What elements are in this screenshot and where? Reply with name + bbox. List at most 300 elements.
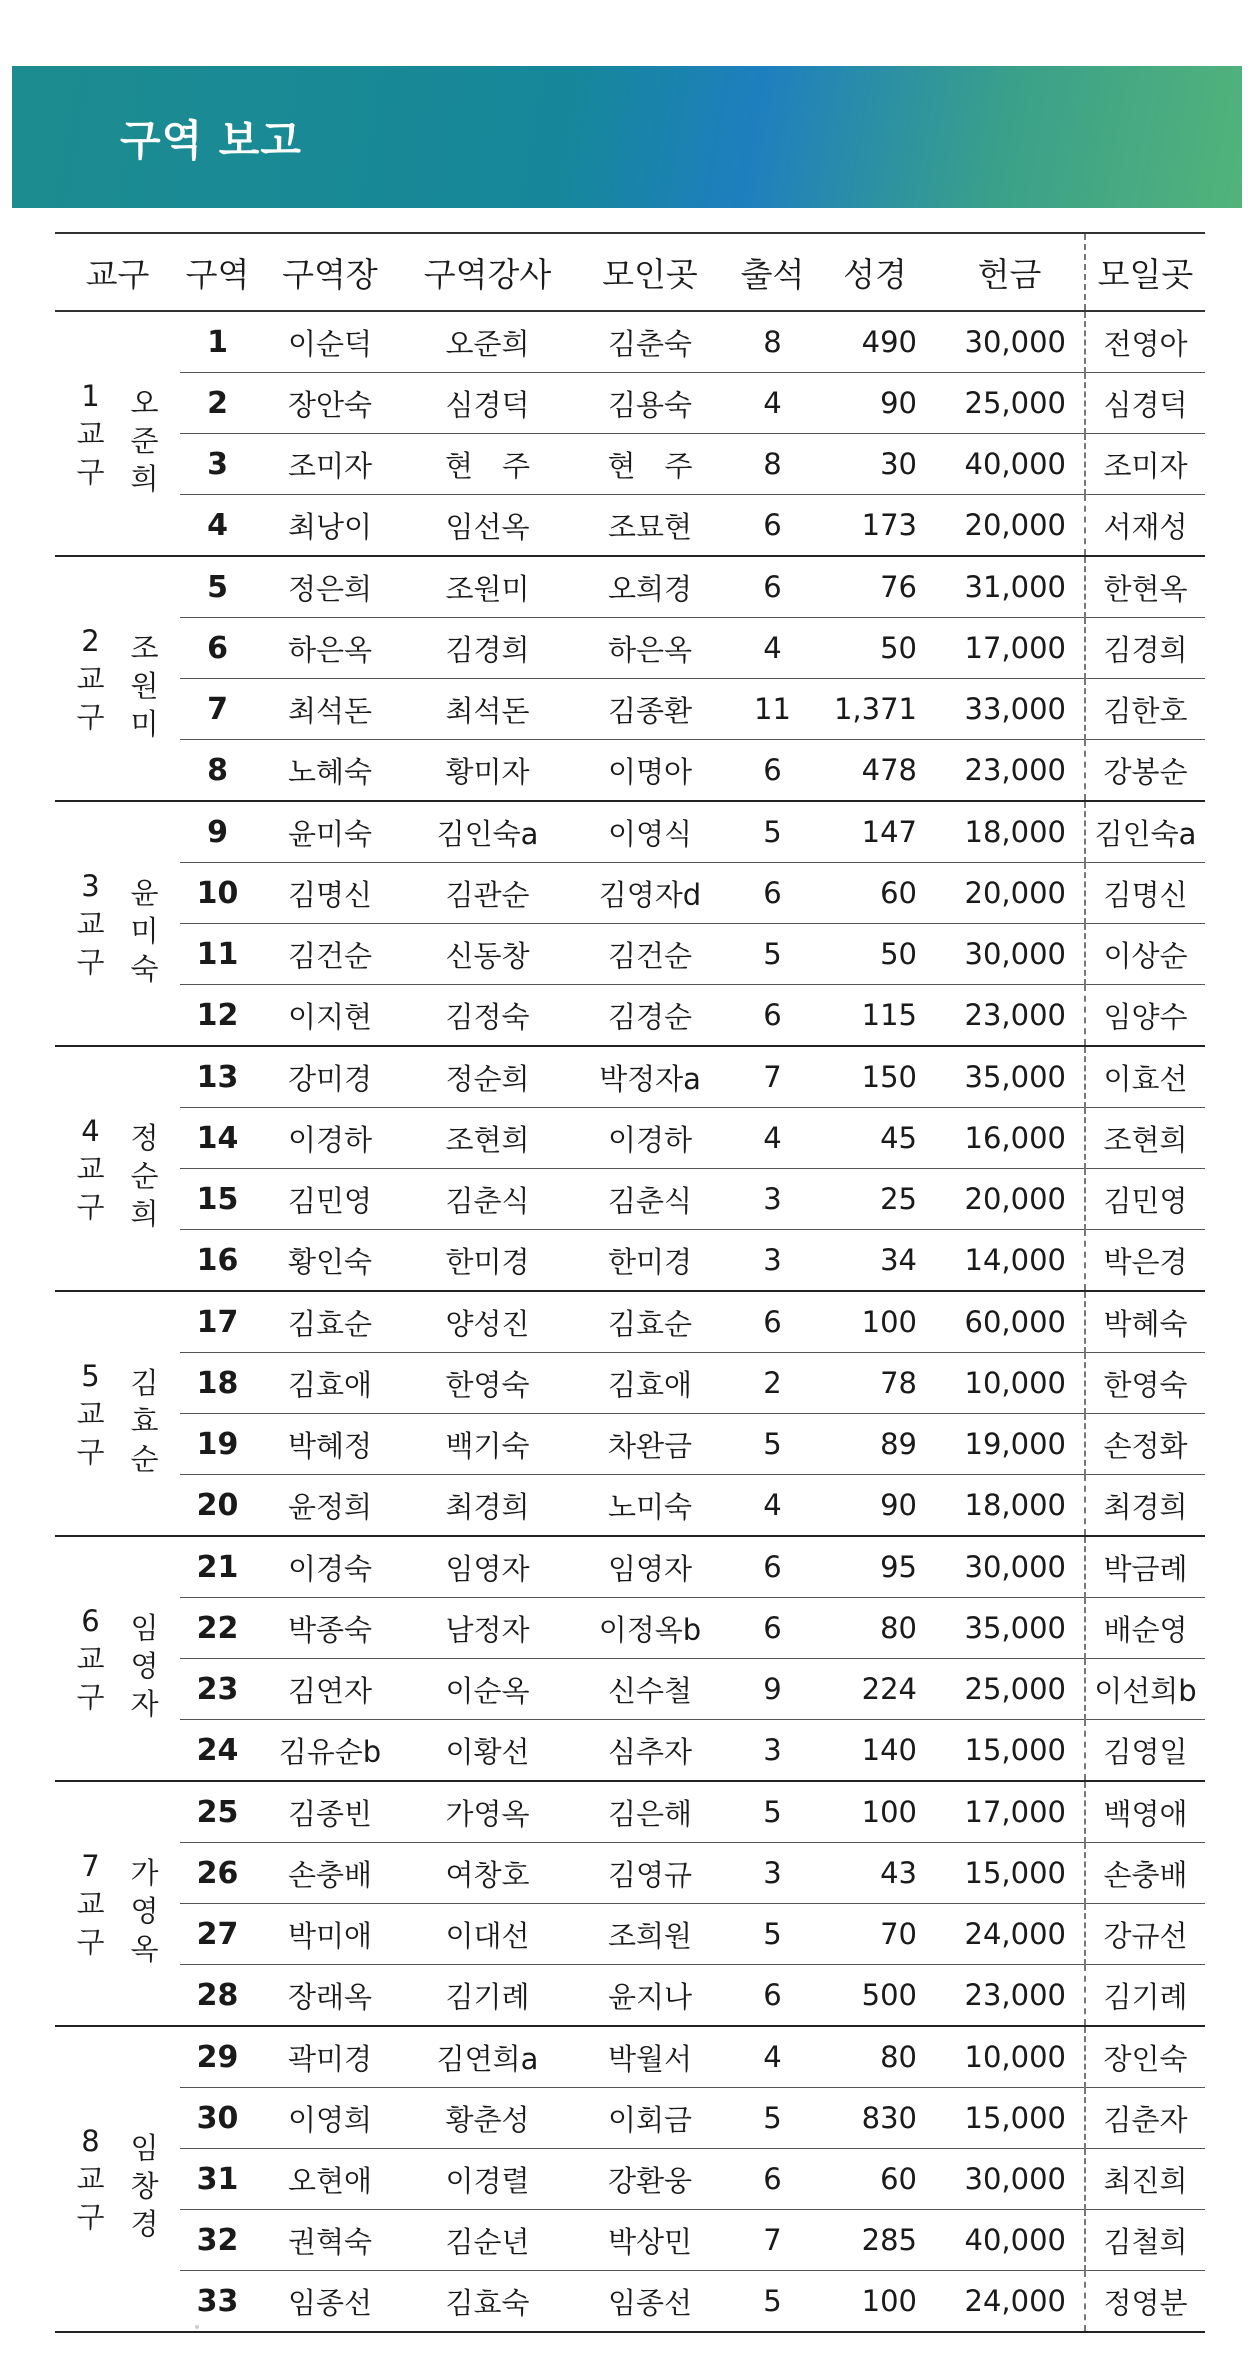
parish-unit-char: 구 — [76, 699, 105, 734]
district-leader: 손충배 — [255, 1843, 405, 1904]
table-row — [55, 1414, 1205, 1475]
header-row — [55, 233, 1205, 311]
meeting-place: 오희경 — [570, 556, 730, 618]
attendance: 7 — [730, 2210, 815, 2271]
district-teacher: 한미경 — [405, 1230, 570, 1292]
parish-number-digit: 1 — [81, 378, 100, 413]
bible-count: 45 — [815, 1108, 935, 1169]
offering: 18,000 — [935, 801, 1085, 863]
attendance: 5 — [730, 1781, 815, 1843]
meeting-place: 심추자 — [570, 1720, 730, 1782]
parish-cell — [55, 1046, 180, 1291]
header-next-meeting-place: 모일곳 — [1085, 233, 1205, 311]
meeting-place: 김춘식 — [570, 1169, 730, 1230]
district-leader: 임종선 — [255, 2271, 405, 2333]
parish-cell — [55, 1291, 180, 1536]
offering: 14,000 — [935, 1230, 1085, 1292]
parish-unit-char: 교 — [76, 1151, 105, 1186]
parish-leader-char: 임 — [130, 1610, 159, 1645]
attendance: 5 — [730, 2088, 815, 2149]
next-meeting-place: 이상순 — [1085, 924, 1205, 985]
district-number: 22 — [180, 1598, 255, 1659]
district-leader: 김건순 — [255, 924, 405, 985]
offering: 24,000 — [935, 2271, 1085, 2333]
district-leader: 이영희 — [255, 2088, 405, 2149]
district-teacher: 심경덕 — [405, 373, 570, 434]
next-meeting-place: 손충배 — [1085, 1843, 1205, 1904]
attendance: 3 — [730, 1169, 815, 1230]
meeting-place: 현 주 — [570, 434, 730, 495]
bible-count: 30 — [815, 434, 935, 495]
district-teacher: 이순옥 — [405, 1659, 570, 1720]
bible-count: 90 — [815, 373, 935, 434]
district-number: 33 — [180, 2271, 255, 2333]
table-row — [55, 1108, 1205, 1169]
parish-unit-char: 교 — [76, 416, 105, 451]
district-leader: 하은옥 — [255, 618, 405, 679]
parish-number-digit: 8 — [81, 2124, 100, 2158]
district-teacher: 가영옥 — [405, 1781, 570, 1843]
meeting-place: 김춘숙 — [570, 311, 730, 373]
district-number: 17 — [180, 1291, 255, 1353]
offering: 30,000 — [935, 311, 1085, 373]
district-teacher: 김효숙 — [405, 2271, 570, 2333]
next-meeting-place: 서재성 — [1085, 495, 1205, 557]
bible-count: 478 — [815, 740, 935, 802]
bible-count: 100 — [815, 2271, 935, 2333]
parish-leader-char: 자 — [130, 1686, 159, 1721]
table-row — [55, 1230, 1205, 1292]
district-teacher: 이황선 — [405, 1720, 570, 1782]
district-teacher: 임선옥 — [405, 495, 570, 557]
district-teacher: 김기례 — [405, 1965, 570, 2027]
attendance: 7 — [730, 1046, 815, 1108]
next-meeting-place: 박금례 — [1085, 1536, 1205, 1598]
district-leader: 권혁숙 — [255, 2210, 405, 2271]
meeting-place: 박정자a — [570, 1046, 730, 1108]
meeting-place: 김은해 — [570, 1781, 730, 1843]
title-banner — [12, 66, 1242, 208]
district-teacher: 이대선 — [405, 1904, 570, 1965]
bible-count: 25 — [815, 1169, 935, 1230]
bible-count: 50 — [815, 924, 935, 985]
header-parish: 교구 — [55, 233, 180, 311]
attendance: 5 — [730, 801, 815, 863]
header-offering: 헌금 — [935, 233, 1085, 311]
table-row — [55, 434, 1205, 495]
next-meeting-place: 김춘자 — [1085, 2088, 1205, 2149]
bible-count: 500 — [815, 1965, 935, 2027]
district-number: 32 — [180, 2210, 255, 2271]
bible-count: 100 — [815, 1291, 935, 1353]
district-teacher: 김순년 — [405, 2210, 570, 2271]
district-number: 27 — [180, 1904, 255, 1965]
parish-unit-char: 교 — [76, 661, 105, 696]
district-leader: 윤미숙 — [255, 801, 405, 863]
parish-leader-char: 준 — [130, 423, 159, 458]
parish-leader-char: 희 — [130, 1196, 159, 1231]
offering: 31,000 — [935, 556, 1085, 618]
meeting-place: 조희원 — [570, 1904, 730, 1965]
bible-count: 147 — [815, 801, 935, 863]
meeting-place: 김효애 — [570, 1353, 730, 1414]
district-leader: 최낭이 — [255, 495, 405, 557]
table-row — [55, 985, 1205, 1047]
district-leader: 조미자 — [255, 434, 405, 495]
attendance: 3 — [730, 1843, 815, 1904]
parish-number-digit: 7 — [81, 1848, 100, 1883]
district-teacher: 조현희 — [405, 1108, 570, 1169]
bible-count: 60 — [815, 2149, 935, 2210]
bible-count: 60 — [815, 863, 935, 924]
meeting-place: 임영자 — [570, 1536, 730, 1598]
table-row — [55, 495, 1205, 557]
district-leader: 정은희 — [255, 556, 405, 618]
district-teacher: 오준희 — [405, 311, 570, 373]
table-row — [55, 556, 1205, 618]
table-row — [55, 679, 1205, 740]
offering: 35,000 — [935, 1046, 1085, 1108]
meeting-place: 김효순 — [570, 1291, 730, 1353]
bible-count: 173 — [815, 495, 935, 557]
offering: 30,000 — [935, 1536, 1085, 1598]
bible-count: 70 — [815, 1904, 935, 1965]
offering: 30,000 — [935, 2149, 1085, 2210]
offering: 40,000 — [935, 434, 1085, 495]
offering: 25,000 — [935, 373, 1085, 434]
offering: 23,000 — [935, 740, 1085, 802]
table-row — [55, 1169, 1205, 1230]
parish-leader-name — [131, 1119, 159, 1233]
attendance: 5 — [730, 2271, 815, 2333]
next-meeting-place: 박혜숙 — [1085, 1291, 1205, 1353]
next-meeting-place: 이효선 — [1085, 1046, 1205, 1108]
bible-count: 80 — [815, 1598, 935, 1659]
meeting-place: 강환웅 — [570, 2149, 730, 2210]
table-row — [55, 1659, 1205, 1720]
meeting-place: 차완금 — [570, 1414, 730, 1475]
district-leader: 최석돈 — [255, 679, 405, 740]
meeting-place: 김경순 — [570, 985, 730, 1047]
offering: 60,000 — [935, 1291, 1085, 1353]
table-row — [55, 1475, 1205, 1537]
next-meeting-place: 강봉순 — [1085, 740, 1205, 802]
parish-leader-name — [131, 2129, 159, 2243]
attendance: 3 — [730, 1230, 815, 1292]
bible-count: 140 — [815, 1720, 935, 1782]
bible-count: 224 — [815, 1659, 935, 1720]
table-row — [55, 1965, 1205, 2027]
table-row — [55, 2149, 1205, 2210]
parish-leader-char: 순 — [130, 1158, 159, 1193]
next-meeting-place: 김기례 — [1085, 1965, 1205, 2027]
parish-number-digit: 4 — [81, 1113, 100, 1148]
district-leader: 박혜정 — [255, 1414, 405, 1475]
parish-leader-char: 미 — [130, 706, 159, 741]
parish-leader-char: 임 — [130, 2131, 159, 2165]
parish-number-digit: 5 — [81, 1358, 100, 1393]
meeting-place: 김용숙 — [570, 373, 730, 434]
district-teacher: 신동창 — [405, 924, 570, 985]
parish-number-digit: 3 — [81, 868, 100, 903]
offering: 24,000 — [935, 1904, 1085, 1965]
district-leader: 김효애 — [255, 1353, 405, 1414]
district-number: 13 — [180, 1046, 255, 1108]
offering: 25,000 — [935, 1659, 1085, 1720]
table-row — [55, 2271, 1205, 2333]
meeting-place: 조묘현 — [570, 495, 730, 557]
next-meeting-place: 김영일 — [1085, 1720, 1205, 1782]
attendance: 4 — [730, 1475, 815, 1537]
district-number: 20 — [180, 1475, 255, 1537]
parish-number-digit: 6 — [81, 1603, 100, 1638]
header-district: 구역 — [180, 233, 255, 311]
district-leader: 박미애 — [255, 1904, 405, 1965]
scan-dot — [195, 2325, 199, 2329]
district-number: 4 — [180, 495, 255, 557]
next-meeting-place: 김명신 — [1085, 863, 1205, 924]
district-number: 2 — [180, 373, 255, 434]
district-number: 6 — [180, 618, 255, 679]
bible-count: 100 — [815, 1781, 935, 1843]
offering: 23,000 — [935, 1965, 1085, 2027]
district-number: 21 — [180, 1536, 255, 1598]
district-teacher: 백기숙 — [405, 1414, 570, 1475]
next-meeting-place: 장인숙 — [1085, 2026, 1205, 2088]
meeting-place: 이명아 — [570, 740, 730, 802]
parish-number — [76, 2122, 104, 2236]
table-row — [55, 2026, 1205, 2088]
next-meeting-place: 한현옥 — [1085, 556, 1205, 618]
meeting-place: 이경하 — [570, 1108, 730, 1169]
parish-cell — [55, 801, 180, 1046]
district-teacher: 김연희a — [405, 2026, 570, 2088]
district-number: 9 — [180, 801, 255, 863]
offering: 17,000 — [935, 1781, 1085, 1843]
parish-unit-char: 구 — [76, 454, 105, 489]
attendance: 4 — [730, 373, 815, 434]
bible-count: 830 — [815, 2088, 935, 2149]
table-row — [55, 1291, 1205, 1353]
next-meeting-place: 김한호 — [1085, 679, 1205, 740]
district-leader: 황인숙 — [255, 1230, 405, 1292]
bible-count: 78 — [815, 1353, 935, 1414]
attendance: 5 — [730, 1414, 815, 1475]
parish-cell — [55, 1781, 180, 2026]
district-teacher: 임영자 — [405, 1536, 570, 1598]
offering: 18,000 — [935, 1475, 1085, 1537]
attendance: 6 — [730, 1536, 815, 1598]
district-teacher: 김경희 — [405, 618, 570, 679]
offering: 20,000 — [935, 495, 1085, 557]
meeting-place: 윤지나 — [570, 1965, 730, 2027]
district-leader: 김연자 — [255, 1659, 405, 1720]
district-teacher: 김정숙 — [405, 985, 570, 1047]
district-leader: 장안숙 — [255, 373, 405, 434]
attendance: 4 — [730, 2026, 815, 2088]
parish-unit-char: 교 — [76, 1396, 105, 1431]
next-meeting-place: 김인숙a — [1085, 801, 1205, 863]
attendance: 6 — [730, 740, 815, 802]
district-leader: 강미경 — [255, 1046, 405, 1108]
parish-number — [76, 1357, 104, 1471]
parish-leader-name — [131, 629, 159, 743]
parish-unit-char: 교 — [76, 1641, 105, 1676]
attendance: 6 — [730, 1965, 815, 2027]
district-number: 11 — [180, 924, 255, 985]
parish-leader-name — [131, 1609, 159, 1723]
meeting-place: 박월서 — [570, 2026, 730, 2088]
district-leader: 이경하 — [255, 1108, 405, 1169]
parish-leader-name — [131, 1364, 159, 1478]
bible-count: 150 — [815, 1046, 935, 1108]
attendance: 8 — [730, 311, 815, 373]
district-number: 14 — [180, 1108, 255, 1169]
parish-leader-name — [131, 384, 159, 498]
district-leader: 곽미경 — [255, 2026, 405, 2088]
bible-count: 89 — [815, 1414, 935, 1475]
offering: 20,000 — [935, 1169, 1085, 1230]
district-report-table — [55, 232, 1205, 2333]
table-row — [55, 924, 1205, 985]
district-leader: 김유순b — [255, 1720, 405, 1782]
district-leader: 김종빈 — [255, 1781, 405, 1843]
district-number: 16 — [180, 1230, 255, 1292]
attendance: 8 — [730, 434, 815, 495]
parish-unit-char: 구 — [76, 1924, 105, 1959]
next-meeting-place: 최경희 — [1085, 1475, 1205, 1537]
attendance: 6 — [730, 1291, 815, 1353]
district-leader: 이경숙 — [255, 1536, 405, 1598]
offering: 35,000 — [935, 1598, 1085, 1659]
parish-leader-char: 영 — [130, 1893, 159, 1928]
table-row — [55, 2210, 1205, 2271]
parish-number — [76, 1847, 104, 1961]
parish-number — [76, 1112, 104, 1226]
next-meeting-place: 정영분 — [1085, 2271, 1205, 2333]
parish-cell — [55, 2026, 180, 2332]
district-leader: 장래옥 — [255, 1965, 405, 2027]
offering: 15,000 — [935, 1720, 1085, 1782]
next-meeting-place: 전영아 — [1085, 311, 1205, 373]
district-number: 31 — [180, 2149, 255, 2210]
district-teacher: 김춘식 — [405, 1169, 570, 1230]
next-meeting-place: 배순영 — [1085, 1598, 1205, 1659]
parish-number — [76, 867, 104, 981]
district-teacher: 최석돈 — [405, 679, 570, 740]
table-row — [55, 801, 1205, 863]
district-teacher: 양성진 — [405, 1291, 570, 1353]
district-number: 19 — [180, 1414, 255, 1475]
table-row — [55, 373, 1205, 434]
offering: 10,000 — [935, 2026, 1085, 2088]
header-meeting-place: 모인곳 — [570, 233, 730, 311]
meeting-place: 김종환 — [570, 679, 730, 740]
attendance: 6 — [730, 2149, 815, 2210]
bible-count: 1,371 — [815, 679, 935, 740]
district-number: 3 — [180, 434, 255, 495]
district-teacher: 현 주 — [405, 434, 570, 495]
offering: 16,000 — [935, 1108, 1085, 1169]
bible-count: 76 — [815, 556, 935, 618]
next-meeting-place: 임양수 — [1085, 985, 1205, 1047]
district-teacher: 남정자 — [405, 1598, 570, 1659]
parish-number — [76, 622, 104, 736]
parish-unit-char: 교 — [76, 2162, 105, 2196]
parish-leader-name — [131, 874, 159, 988]
attendance: 11 — [730, 679, 815, 740]
parish-leader-char: 숙 — [130, 951, 159, 986]
district-number: 23 — [180, 1659, 255, 1720]
table-row — [55, 1046, 1205, 1108]
parish-unit-char: 구 — [76, 1189, 105, 1224]
offering: 40,000 — [935, 2210, 1085, 2271]
header-district-leader: 구역장 — [255, 233, 405, 311]
district-leader: 김명신 — [255, 863, 405, 924]
header-bible: 성경 — [815, 233, 935, 311]
next-meeting-place: 손정화 — [1085, 1414, 1205, 1475]
page-title: 구역 보고 — [120, 116, 302, 165]
district-teacher: 이경렬 — [405, 2149, 570, 2210]
next-meeting-place: 김민영 — [1085, 1169, 1205, 1230]
next-meeting-place: 박은경 — [1085, 1230, 1205, 1292]
table-row — [55, 1720, 1205, 1782]
attendance: 3 — [730, 1720, 815, 1782]
header-attendance: 출석 — [730, 233, 815, 311]
bible-count: 95 — [815, 1536, 935, 1598]
table-row — [55, 863, 1205, 924]
district-leader: 박종숙 — [255, 1598, 405, 1659]
parish-leader-name — [131, 1854, 159, 1968]
offering: 30,000 — [935, 924, 1085, 985]
district-leader: 오현애 — [255, 2149, 405, 2210]
parish-leader-char: 윤 — [130, 875, 159, 910]
parish-cell — [55, 556, 180, 801]
district-number: 29 — [180, 2026, 255, 2088]
meeting-place: 박상민 — [570, 2210, 730, 2271]
attendance: 6 — [730, 985, 815, 1047]
parish-unit-char: 구 — [76, 2200, 105, 2234]
district-teacher: 정순희 — [405, 1046, 570, 1108]
district-number: 1 — [180, 311, 255, 373]
parish-unit-char: 구 — [76, 1679, 105, 1714]
parish-unit-char: 교 — [76, 1886, 105, 1921]
parish-leader-char: 경 — [130, 2207, 159, 2241]
bible-count: 43 — [815, 1843, 935, 1904]
district-number: 28 — [180, 1965, 255, 2027]
district-number: 25 — [180, 1781, 255, 1843]
bible-count: 80 — [815, 2026, 935, 2088]
attendance: 6 — [730, 1598, 815, 1659]
next-meeting-place: 김철희 — [1085, 2210, 1205, 2271]
parish-leader-char: 효 — [130, 1403, 159, 1438]
offering: 15,000 — [935, 2088, 1085, 2149]
meeting-place: 김영규 — [570, 1843, 730, 1904]
meeting-place: 이영식 — [570, 801, 730, 863]
next-meeting-place: 조현희 — [1085, 1108, 1205, 1169]
district-number: 15 — [180, 1169, 255, 1230]
attendance: 4 — [730, 618, 815, 679]
attendance: 2 — [730, 1353, 815, 1414]
district-teacher: 조원미 — [405, 556, 570, 618]
table-row — [55, 1536, 1205, 1598]
district-leader: 김민영 — [255, 1169, 405, 1230]
meeting-place: 김영자d — [570, 863, 730, 924]
offering: 20,000 — [935, 863, 1085, 924]
district-number: 24 — [180, 1720, 255, 1782]
bible-count: 90 — [815, 1475, 935, 1537]
table-row — [55, 1598, 1205, 1659]
